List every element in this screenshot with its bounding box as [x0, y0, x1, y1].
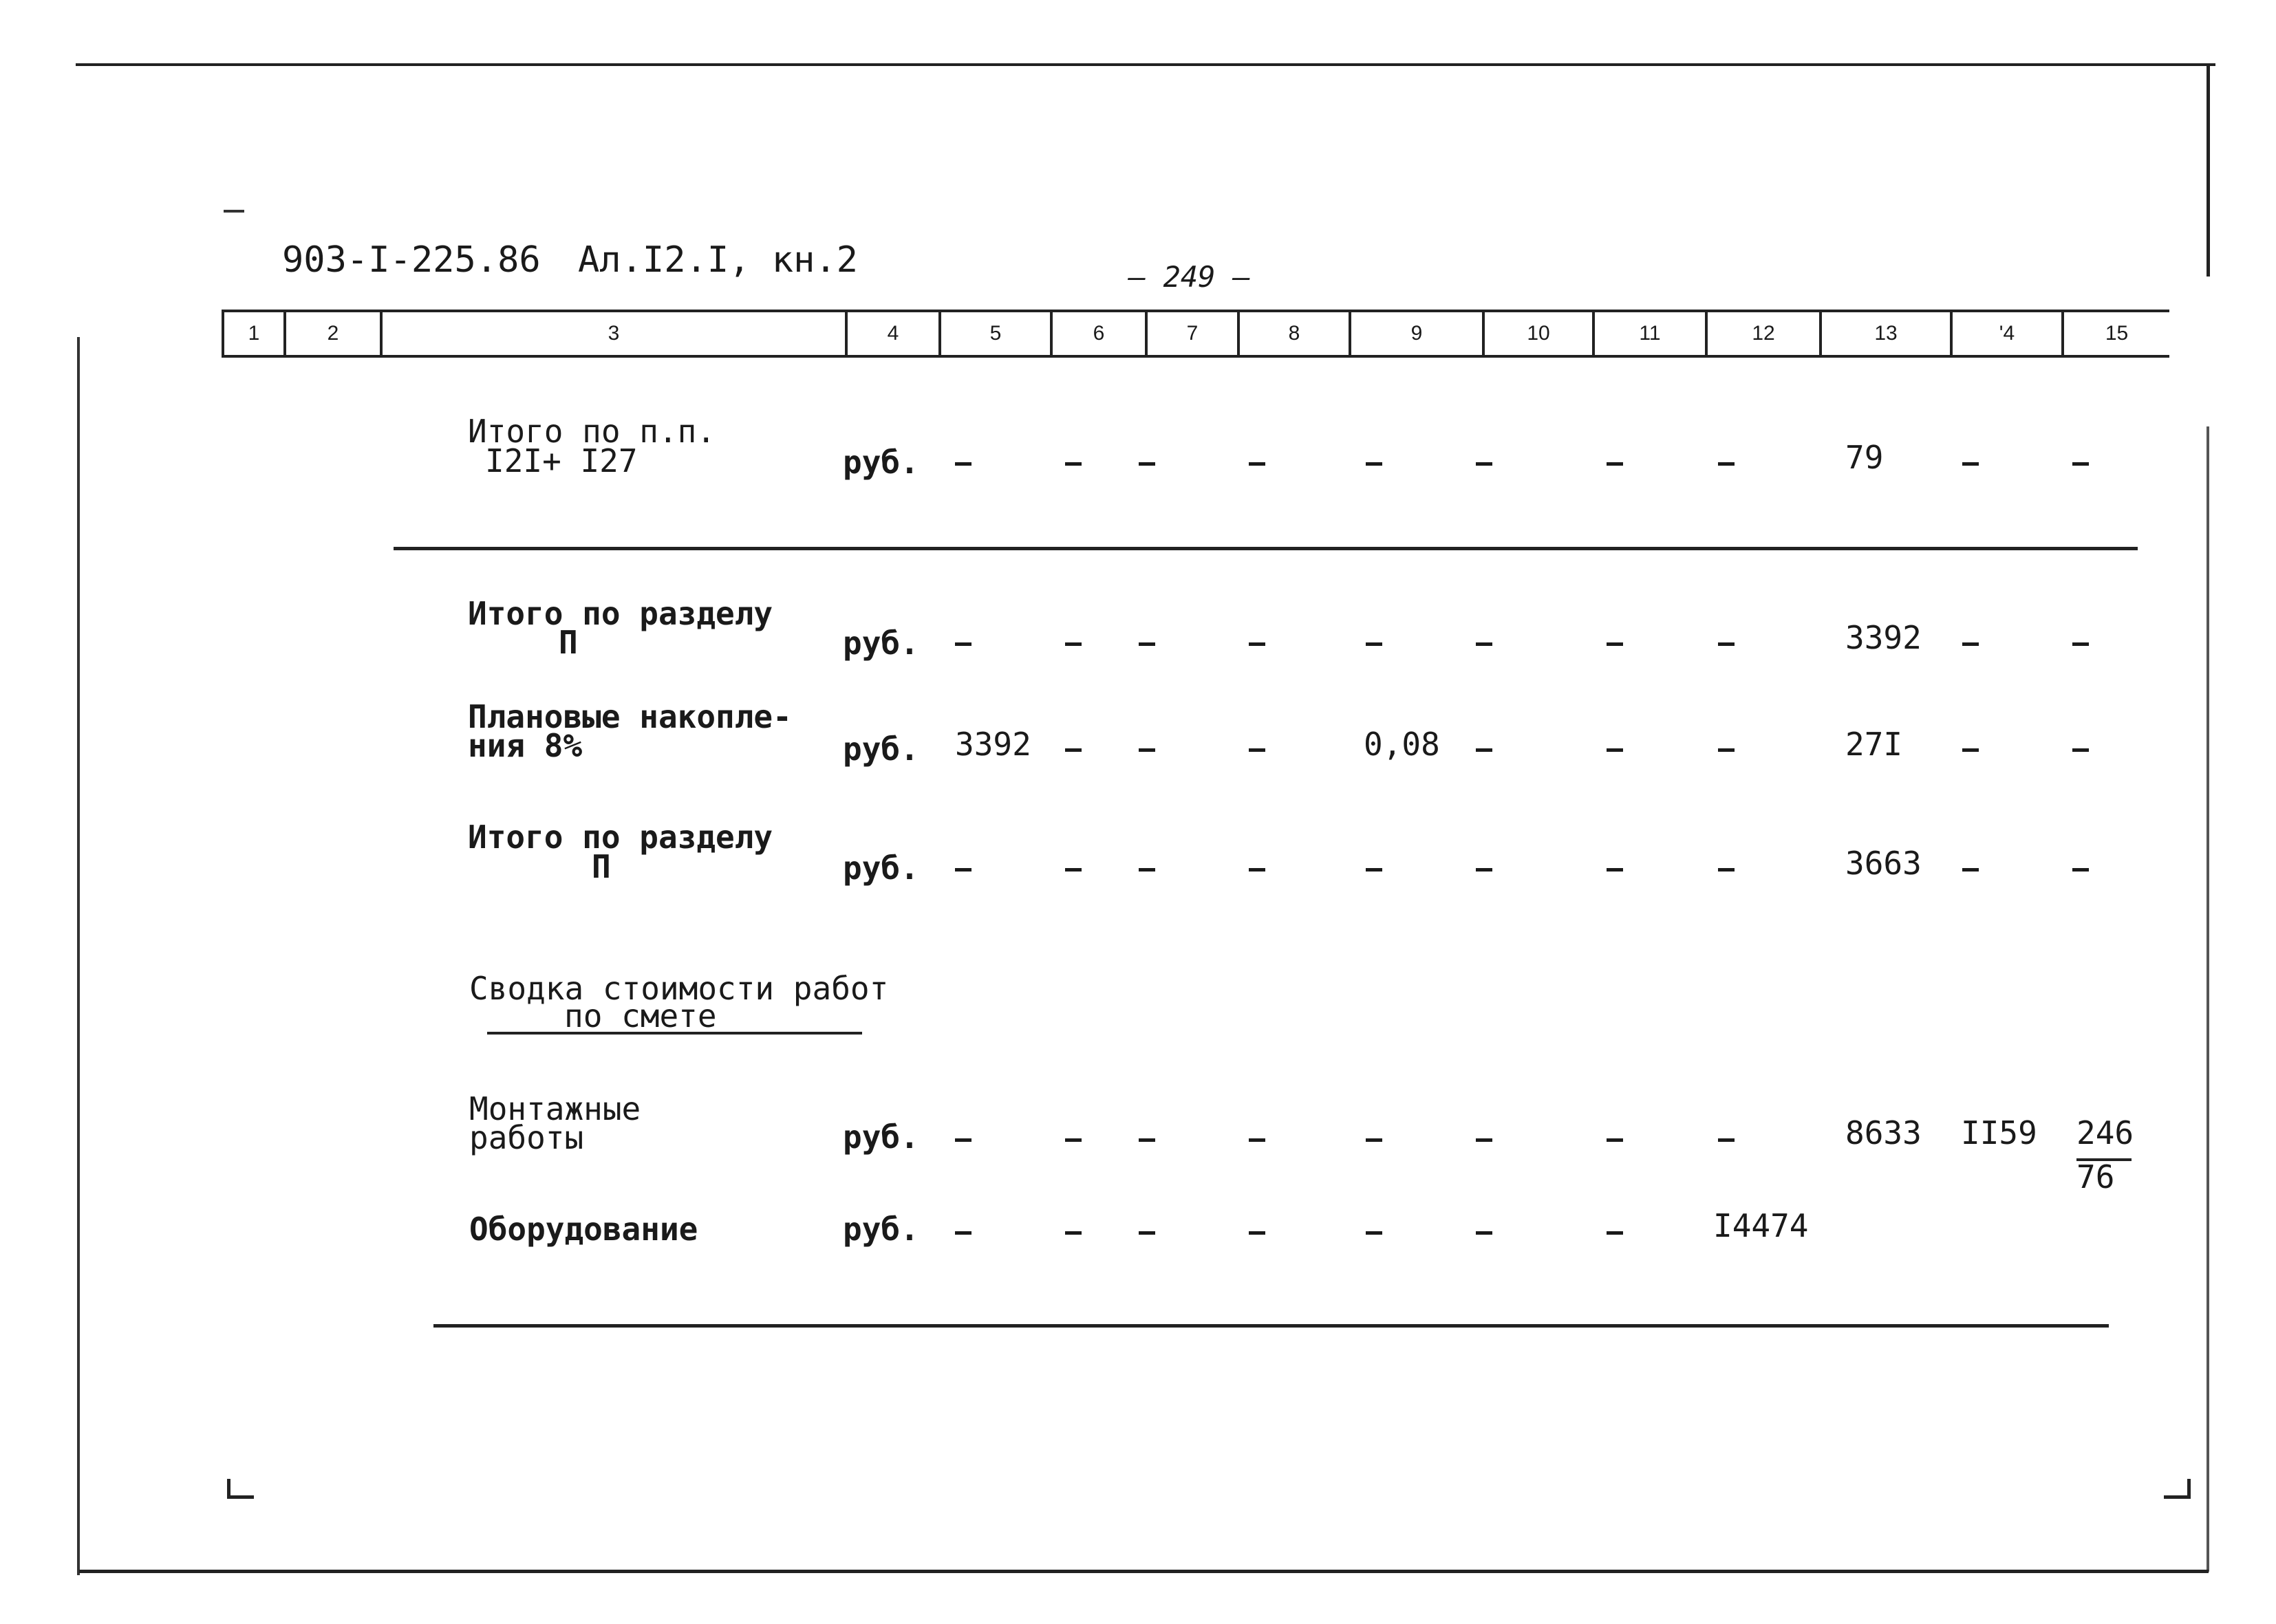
dash-c10 [1476, 462, 1492, 466]
dash-c11 [1607, 642, 1623, 646]
col-header-1: 1 [224, 312, 286, 355]
dash-c10 [1476, 642, 1492, 646]
row-label: Оборудование [469, 1211, 698, 1248]
value-c14: II59 [1961, 1114, 2037, 1151]
dash-c12 [1718, 1138, 1735, 1142]
frame-right-line-lower [2207, 426, 2209, 1572]
dash-c7 [1139, 868, 1155, 871]
dash-c14 [1962, 642, 1979, 646]
row-label: Итого по разделу [468, 595, 773, 632]
row-label: Плановые накопле- [468, 698, 792, 735]
dash-c10 [1476, 1138, 1492, 1142]
unit: руб. [843, 849, 919, 887]
value-c5: 3392 [955, 726, 1031, 763]
dash-c15 [2072, 868, 2089, 871]
row-label-cont: П [559, 624, 578, 661]
dash-c8 [1249, 1231, 1265, 1235]
dash-c6 [1065, 1231, 1082, 1235]
dash-c6 [1065, 642, 1082, 646]
col-header-6: 6 [1053, 312, 1148, 355]
col-header-14: '4 [1953, 312, 2064, 355]
value-c13: 3663 [1845, 845, 1922, 882]
dash-c15 [2072, 748, 2089, 752]
separator-line [394, 547, 2138, 550]
col-header-8: 8 [1240, 312, 1351, 355]
margin-dash [224, 210, 244, 213]
unit: руб. [843, 444, 919, 481]
page-number: — 249 — [1128, 260, 1251, 294]
value-c13: 27I [1845, 726, 1903, 763]
album-ref: Ал.I2.I, кн.2 [578, 239, 858, 281]
dash-c14 [1962, 748, 1979, 752]
dash-c10 [1476, 868, 1492, 871]
dash-c15 [2072, 462, 2089, 466]
dash-c5 [955, 462, 971, 466]
value-c15-bottom: 76 [2076, 1158, 2115, 1195]
row-label: Итого по п.п. [468, 413, 716, 450]
dash-c12 [1718, 462, 1735, 466]
section-underline [487, 1032, 862, 1035]
dash-c14 [1962, 868, 1979, 871]
dash-c11 [1607, 1231, 1623, 1235]
dash-c9 [1366, 1231, 1382, 1235]
row-label-cont: работы [469, 1119, 584, 1156]
col-header-9: 9 [1351, 312, 1485, 355]
dash-c9 [1366, 1138, 1382, 1142]
dash-c11 [1607, 462, 1623, 466]
dash-c9 [1366, 462, 1382, 466]
dash-c9 [1366, 642, 1382, 646]
dash-c6 [1065, 868, 1082, 871]
dash-c7 [1139, 462, 1155, 466]
col-header-11: 11 [1595, 312, 1708, 355]
row-label-cont: I2I+ I27 [485, 442, 638, 479]
dash-c5 [955, 868, 971, 871]
col-header-12: 12 [1708, 312, 1822, 355]
col-header-10: 10 [1485, 312, 1595, 355]
dash-c8 [1249, 642, 1265, 646]
unit: руб. [843, 1118, 919, 1156]
dash-c6 [1065, 462, 1082, 466]
col-header-3: 3 [383, 312, 848, 355]
dash-c10 [1476, 748, 1492, 752]
corner-mark-right [2164, 1479, 2191, 1499]
value-c13: 79 [1845, 439, 1884, 476]
col-header-13: 13 [1822, 312, 1953, 355]
row-label-cont: ния 8% [468, 727, 583, 764]
row-label: Итого по разделу [468, 819, 773, 856]
value-c9: 0,08 [1364, 726, 1440, 763]
dash-c12 [1718, 748, 1735, 752]
col-header-15: 15 [2105, 322, 2129, 345]
col-header-4: 4 [848, 312, 941, 355]
dash-c12 [1718, 868, 1735, 871]
dash-c11 [1607, 868, 1623, 871]
unit: руб. [843, 730, 919, 768]
col-header-7: 7 [1148, 312, 1240, 355]
value-c13: 3392 [1845, 619, 1922, 656]
dash-c8 [1249, 1138, 1265, 1142]
dash-c10 [1476, 1231, 1492, 1235]
frame-right-line [2207, 63, 2210, 277]
dash-c7 [1139, 1138, 1155, 1142]
dash-c7 [1139, 642, 1155, 646]
unit: руб. [843, 625, 919, 662]
frame-top-line [76, 63, 2215, 66]
row-label: Монтажные [469, 1090, 641, 1127]
dash-c8 [1249, 868, 1265, 871]
dash-c5 [955, 1138, 971, 1142]
frame-bottom-line [79, 1570, 2209, 1573]
dash-c5 [955, 642, 971, 646]
column-header-row [222, 310, 2169, 358]
col-header-2: 2 [286, 312, 383, 355]
dash-c7 [1139, 1231, 1155, 1235]
value-c12: I4474 [1713, 1207, 1809, 1244]
dash-c7 [1139, 748, 1155, 752]
dash-c6 [1065, 748, 1082, 752]
doc-code: 903-I-225.86 [282, 239, 541, 281]
dash-c8 [1249, 462, 1265, 466]
row-label-cont: П [592, 848, 611, 885]
frame-left-line [77, 337, 80, 1575]
dash-c6 [1065, 1138, 1082, 1142]
separator-line-bottom [433, 1324, 2109, 1328]
dash-c12 [1718, 642, 1735, 646]
dash-c15 [2072, 642, 2089, 646]
section-heading: Сводка стоимости работ [469, 970, 889, 1007]
corner-mark-left [227, 1479, 254, 1499]
unit: руб. [843, 1211, 919, 1248]
dash-c14 [1962, 462, 1979, 466]
dash-c9 [1366, 868, 1382, 871]
dash-c5 [955, 1231, 971, 1235]
dash-c11 [1607, 748, 1623, 752]
section-heading-cont: по смете [564, 997, 717, 1035]
value-c13: 8633 [1845, 1114, 1922, 1151]
dash-c11 [1607, 1138, 1623, 1142]
value-c15-top: 246 [2076, 1114, 2134, 1151]
dash-c8 [1249, 748, 1265, 752]
col-header-5: 5 [941, 312, 1053, 355]
